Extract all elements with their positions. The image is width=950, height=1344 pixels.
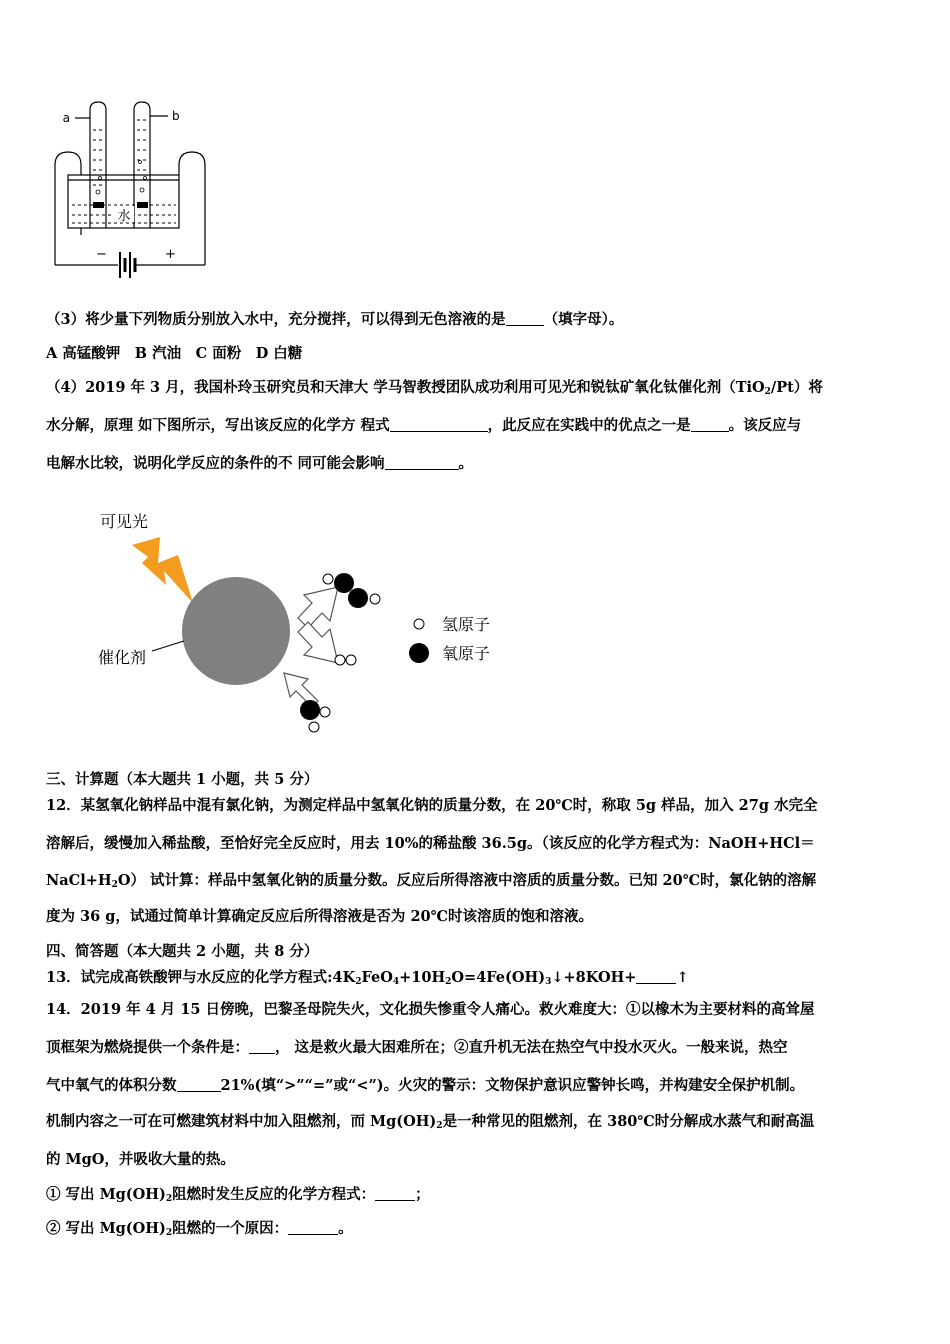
- section4-heading: 四、简答题（本大题共 2 小题，共 8 分）: [46, 943, 319, 960]
- oxygen-legend-label: 氧原子: [442, 644, 491, 663]
- arrow-up-right-icon: [298, 587, 338, 628]
- water-label: 水: [117, 209, 131, 224]
- q14-line5: 的 MgO，并吸收大量的热。: [46, 1151, 235, 1168]
- q14-sub1: ① 写出 $Mg(OH)_2$阻燃时发生反应的化学方程式： ；: [46, 1186, 430, 1204]
- q3-blank: [506, 311, 544, 326]
- catalyst-sphere: [182, 577, 290, 685]
- oxygen-legend-icon: [409, 643, 429, 663]
- q3-options: A 高锰酸钾 B 汽油 C 面粉 D 白糖: [46, 345, 303, 362]
- q3-line: （3）将少量下列物质分别放入水中，充分搅拌，可以得到无色溶液的是 （填字母）。: [46, 311, 624, 328]
- q4-advantage-blank: [691, 417, 729, 432]
- q13-blank: [636, 969, 676, 984]
- q14-equation-blank: [375, 1186, 415, 1201]
- electrolysis-figure: [50, 100, 210, 285]
- q14-line1: 14．2019 年 4 月 15 日傍晚，巴黎圣母院失火，文化损失惨重令人痛心。救火难度大：①以橡木为主要材料的高耸屋: [46, 1001, 815, 1018]
- q14-sub2: ② 写出 $Mg(OH)_2$阻燃的一个原因： 。: [46, 1220, 353, 1238]
- q14-line4: 机制内容之一可在可燃建筑材料中加入阻燃剂，而 $Mg(OH)_2$是一种常见的阻燃剂，在 380℃时分解成水蒸气和耐高温: [46, 1113, 815, 1131]
- q12-line2: 溶解后，缓慢加入稀盐酸，至恰好完全反应时，用去 10%的稀盐酸 36.5g。（该反应的化学方程式为：NaOH+HCl＝: [46, 835, 815, 852]
- tube-a-label: a: [62, 111, 70, 125]
- q14-condition-blank: [249, 1039, 275, 1054]
- positive-terminal-label: +: [165, 247, 176, 262]
- q4-effect-blank: [385, 455, 459, 470]
- tube-b-label: b: [172, 109, 180, 123]
- arrow-down-right-icon: [298, 622, 338, 663]
- q14-reason-blank: [288, 1220, 338, 1235]
- q12-line1: 12．某氢氧化钠样品中混有氯化钠，为测定样品中氢氧化钠的质量分数，在 20℃时，称取 5g 样品，加入 27g 水完全: [46, 797, 818, 814]
- q14-compare-blank: [177, 1077, 221, 1092]
- q4-line1: （4）2019 年 3 月，我国朴玲玉研究员和天津大 学马智教授团队成功利用可见光和锐钛矿氧化钛催化剂（TiO$_2$/Pt）将: [46, 379, 823, 397]
- photocatalysis-figure: [90, 505, 520, 740]
- section3-heading: 三、计算题（本大题共 1 小题，共 5 分）: [46, 771, 319, 788]
- q13-line: 13．试完成高铁酸钾与水反应的化学方程式$:4K_2FeO_4+10H_2O=4Fe(OH)_3↓+8KOH+$ ↑: [46, 969, 689, 987]
- q4-equation-blank: [390, 417, 488, 432]
- q14-line3: 气中氧气的体积分数 21%(填“>”“=”或“<”)。火灾的警示：文物保护意识应警钟长鸣，并构建安全保护机制。: [46, 1077, 805, 1094]
- visible-light-label: 可见光: [100, 512, 149, 531]
- q14-line2: 顶框架为燃烧提供一个条件是： ， 这是救火最大困难所在；②直升机无法在热空气中投水灭火。一般来说，热空: [46, 1039, 788, 1056]
- hydrogen-legend-label: 氢原子: [442, 615, 491, 634]
- q12-line3: $NaCl+H_2O$） 试计算：样品中氢氧化钠的质量分数。反应后所得溶液中溶质的质量分数。已知 20℃时，氯化钠的溶解: [46, 872, 817, 890]
- lightning-icon: [132, 537, 193, 603]
- q4-line3: 电解水比较，说明化学反应的条件的不 同可能会影响 。: [46, 455, 474, 472]
- q4-line2: 水分解，原理 如下图所示，写出该反应的化学方 程式 ，此反应在实践中的优点之一是 。该反应与: [46, 417, 802, 434]
- negative-terminal-label: −: [96, 247, 107, 262]
- q12-line4: 度为 36 g，试通过简单计算确定反应后所得溶液是否为 20℃时该溶质的饱和溶液。: [46, 908, 594, 925]
- catalyst-label: 催化剂: [98, 648, 147, 667]
- hydrogen-legend-icon: [414, 619, 424, 629]
